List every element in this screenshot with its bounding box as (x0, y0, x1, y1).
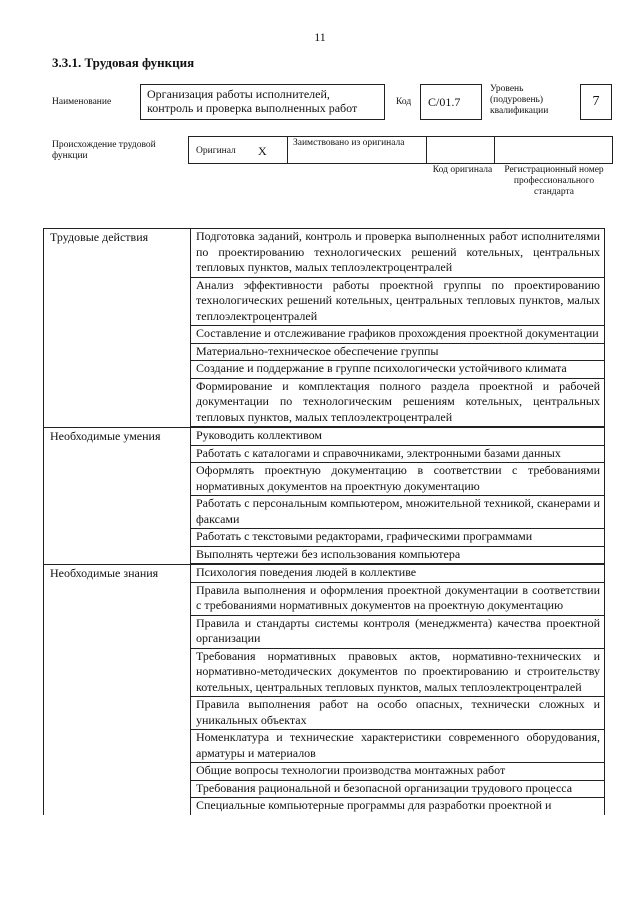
table-cell: Руководить коллективом (191, 428, 605, 446)
level-label: Уровень (подуровень) квалификации (490, 84, 549, 116)
group-knowledge (44, 565, 605, 815)
origin-divider (426, 137, 427, 163)
table-cell: Формирование и комплектация полного раздела проектной и рабочей документации по технологическим решениям котельных, центральных тепловых пунктов, малых теплоэлектроцентралей (191, 379, 605, 428)
table-cell: Создание и поддержание в группе психологически устойчивого климата (191, 361, 605, 379)
borrowed-label: Заимствовано из оригинала (293, 138, 405, 148)
table-cell: Требования рациональной и безопасной организации трудового процесса (191, 781, 605, 799)
function-table (43, 228, 605, 815)
original-label: Оригинал (196, 146, 236, 156)
table-cell: Правила выполнения работ на особо опасных, технически сложных и уникальных объектах (191, 697, 605, 730)
group-actions (44, 229, 605, 428)
table-cell: Номенклатура и технические характеристики современного оборудования, арматуры и материалов (191, 730, 605, 763)
table-cell: Выполнять чертежи без использования компьютера (191, 547, 605, 565)
table-cell: Оформлять проектную документацию в соответствии с требованиями нормативных документов на проектную документацию (191, 463, 605, 496)
table-cell: Правила выполнения и оформления проектной документации в соответствии с требованиями нормативных документов на проектную документацию (191, 583, 605, 616)
code-label: Код (396, 97, 412, 107)
code-original-caption: Код оригинала (432, 165, 493, 175)
table-cell: Материально-техническое обеспечение группы (191, 344, 605, 362)
group-label: Необходимые умения (44, 428, 191, 564)
table-cell: Правила и стандарты системы контроля (менеджмента) качества проектной организации (191, 616, 605, 649)
table-cell: Подготовка заданий, контроль и проверка выполненных работ исполнителями по проектированию технологических решений котельных, центральных тепловых пунктов, малых теплоэлектроцентралей (191, 229, 605, 278)
table-cell: Специальные компьютерные программы для разработки проектной и (191, 798, 605, 815)
original-mark: X (258, 144, 267, 158)
table-cell: Общие вопросы технологии производства монтажных работ (191, 763, 605, 781)
group-skills (44, 428, 605, 565)
table-cell: Требования нормативных правовых актов, нормативно-технических и нормативно-методических документов по проектированию и строительству котельных, центральных тепловых пунктов, малых теплоэлектроцентралей (191, 649, 605, 698)
table-cell: Составление и отслеживание графиков прохождения проектной документации (191, 326, 605, 344)
origin-divider (494, 137, 495, 163)
reg-number-caption: Регистрационный номер профессионального стандарта (504, 165, 604, 197)
origin-label: Происхождение трудовой функции (52, 140, 156, 161)
name-value: Организация работы исполнителей, контроль и проверка выполненных работ (140, 84, 385, 120)
table-cell: Работать с текстовыми редакторами, графическими программами (191, 529, 605, 547)
code-value: С/01.7 (420, 84, 482, 120)
section-title: 3.3.1. Трудовая функция (52, 55, 195, 70)
table-cell: Психология поведения людей в коллективе (191, 565, 605, 583)
name-label: Наименование (52, 97, 112, 107)
page-number: 11 (314, 30, 326, 44)
table-cell: Работать с каталогами и справочниками, электронными базами данных (191, 446, 605, 464)
origin-divider (287, 137, 288, 163)
table-cell: Анализ эффективности работы проектной группы по проектированию технологических решений котельных, центральных тепловых пунктов, малых теплоэлектроцентралей (191, 278, 605, 327)
level-value: 7 (580, 84, 612, 120)
group-label: Трудовые действия (44, 229, 191, 427)
table-cell: Работать с персональным компьютером, множительной техникой, сканерами и факсами (191, 496, 605, 529)
group-label: Необходимые знания (44, 565, 191, 815)
